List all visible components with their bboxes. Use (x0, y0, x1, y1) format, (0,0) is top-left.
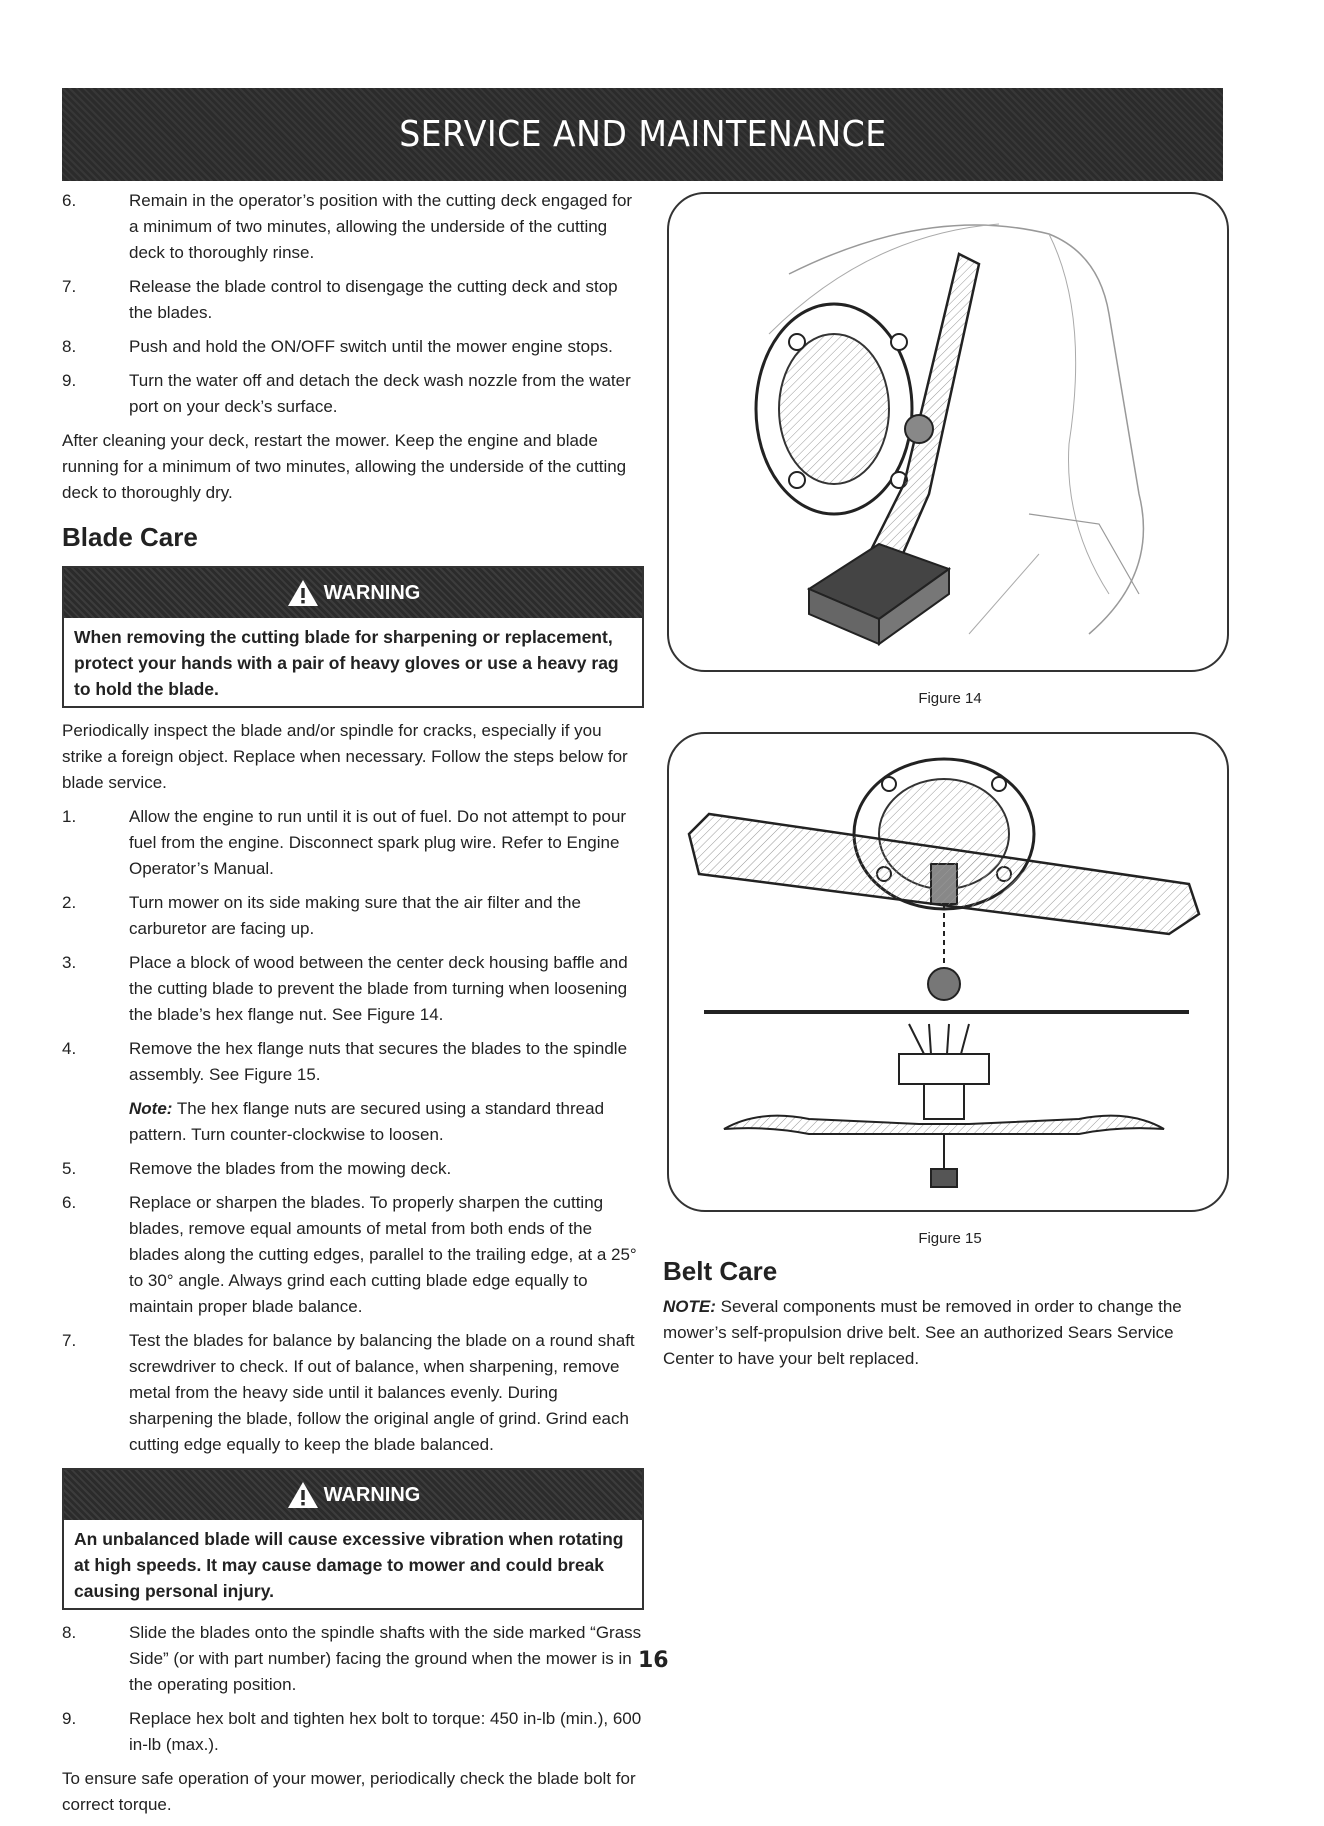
belt-note-paragraph (663, 1294, 1223, 1372)
step-text: Turn the water off and detach the deck wash nozzle from the water port on your deck’s surface. (129, 371, 631, 416)
figure-14-frame (667, 192, 1229, 672)
step-text: Replace hex bolt and tighten hex bolt to torque: 450 in-lb (min.), 600 in-lb (max.). (129, 1709, 642, 1754)
step-number: 2. (62, 893, 77, 912)
step-number: 4. (62, 1039, 77, 1058)
note-text: Several components must be removed in order to change the mower’s self-propulsion drive belt. See an authorized Sears Service Center to have your belt replaced. (663, 1297, 1182, 1368)
step-item (62, 1156, 644, 1182)
warning-text: An unbalanced blade will cause excessive vibration when rotating at high speeds. It may cause damage to mower and could break causing personal injury. (74, 1529, 624, 1601)
step-item (62, 804, 644, 882)
figure-15-illustration (669, 734, 1227, 1210)
figure-14-caption: Figure 14 (918, 690, 982, 707)
step-number: 9. (62, 371, 77, 390)
blade-care-heading: Blade Care (62, 522, 198, 552)
warning-label: WARNING (323, 582, 421, 604)
step-item (62, 1328, 644, 1458)
step-number: 8. (62, 337, 77, 356)
step-number: 9. (62, 1709, 77, 1728)
step-number: 1. (62, 807, 77, 826)
page-number: 16 (638, 1648, 669, 1673)
step-number: 6. (62, 191, 77, 210)
left-column (62, 188, 644, 1826)
step-text: Release the blade control to disengage the cutting deck and stop the blades. (129, 277, 618, 322)
step-number: 6. (62, 1193, 77, 1212)
step-item (62, 1620, 644, 1698)
section-header-banner (62, 88, 1223, 181)
step-item (62, 890, 644, 942)
belt-care-section (663, 1258, 1223, 1380)
figure-15-frame (667, 732, 1229, 1212)
after-cleaning-paragraph: After cleaning your deck, restart the mower. Keep the engine and blade running for a minimum of two minutes, allowing the underside of the cutting deck to thoroughly dry. (62, 431, 627, 502)
steps-list-d (62, 1620, 644, 1758)
step-item (62, 950, 644, 1028)
step-text: Allow the engine to run until it is out of fuel. Do not attempt to pour fuel from the engine. Disconnect spark plug wire. Refer to Engine Operator’s Manual. (129, 807, 627, 878)
step-text: Push and hold the ON/OFF switch until the mower engine stops. (129, 337, 613, 356)
note-label: NOTE: (663, 1297, 716, 1316)
steps-list-c (62, 1156, 644, 1458)
warning-header (64, 568, 642, 618)
step-item (62, 334, 644, 360)
step-text: Place a block of wood between the center deck housing baffle and the cutting blade to prevent the blade from turning when loosening the blade’s hex flange nut. See Figure 14. (129, 953, 628, 1024)
warning-box-balance (62, 1468, 644, 1610)
note-text: The hex flange nuts are secured using a standard thread pattern. Turn counter-clockwise to loosen. (129, 1099, 605, 1144)
step-text: Turn mower on its side making sure that the air filter and the carburetor are facing up. (129, 893, 581, 938)
warning-box-gloves (62, 566, 644, 708)
note-label: Note: (129, 1099, 173, 1118)
step-item (62, 188, 644, 266)
step-text: Remain in the operator’s position with the cutting deck engaged for a minimum of two minutes, allowing the underside of the cutting deck to thoroughly rinse. (129, 191, 633, 262)
warning-triangle-icon (286, 1480, 320, 1510)
closing-paragraph: To ensure safe operation of your mower, periodically check the blade bolt for correct torque. (62, 1769, 636, 1814)
figure-14-illustration (669, 194, 1227, 670)
step-item (62, 368, 644, 420)
step-number: 3. (62, 953, 77, 972)
warning-text: When removing the cutting blade for sharpening or replacement, protect your hands with a pair of heavy gloves or use a heavy rag to hold the blade. (74, 627, 619, 699)
steps-list-b (62, 804, 644, 1088)
blade-intro-paragraph: Periodically inspect the blade and/or spindle for cracks, especially if you strike a foreign object. Replace when necessary. Follow the steps below for blade service. (62, 721, 628, 792)
step-text: Remove the blades from the mowing deck. (129, 1159, 452, 1178)
belt-care-heading: Belt Care (663, 1256, 778, 1286)
step-number: 7. (62, 1331, 77, 1350)
page-title: SERVICE AND MAINTENANCE (398, 114, 887, 155)
step-item (62, 274, 644, 326)
warning-triangle-icon (286, 578, 320, 608)
step-number: 8. (62, 1623, 77, 1642)
warning-header (64, 1470, 642, 1520)
note-paragraph (62, 1096, 644, 1148)
step-item (62, 1190, 644, 1320)
step-text: Replace or sharpen the blades. To properly sharpen the cutting blades, remove equal amounts of metal from both ends of the blades along the cutting edges, parallel to the trailing edge, at a 25° to 30° angle. Always grind each cutting blade edge equally to maintain proper blade balance. (129, 1193, 637, 1316)
steps-list-a (62, 188, 644, 420)
step-item (62, 1706, 644, 1758)
step-text: Remove the hex flange nuts that secures the blades to the spindle assembly. See Figure 15. (129, 1039, 628, 1084)
warning-label: WARNING (323, 1484, 421, 1506)
figure-15-caption: Figure 15 (918, 1230, 982, 1247)
step-number: 5. (62, 1159, 77, 1178)
step-text: Slide the blades onto the spindle shafts with the side marked “Grass Side” (or with part number) facing the ground when the mower is in the operating position. (129, 1623, 642, 1694)
step-item (62, 1036, 644, 1088)
step-text: Test the blades for balance by balancing the blade on a round shaft screwdriver to check. If out of balance, when sharpening, remove metal from the heavy side until it balances evenly. During sharpening the blade, follow the original angle of grind. Grind each cutting edge equally to keep the blade balanced. (129, 1331, 635, 1454)
step-number: 7. (62, 277, 77, 296)
